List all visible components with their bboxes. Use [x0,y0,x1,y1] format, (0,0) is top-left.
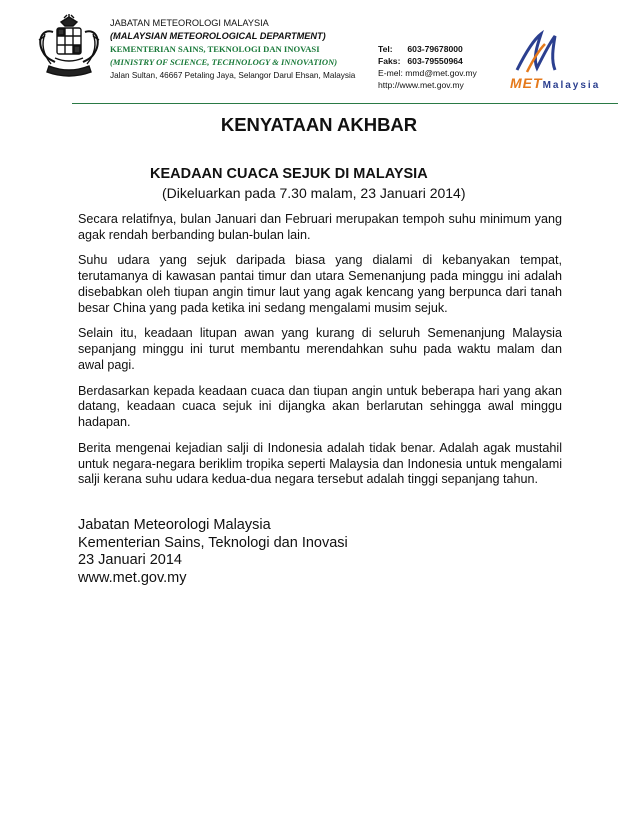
fax-label: Faks: [378,56,401,66]
telephone-number: 603-79678000 [407,44,463,54]
logo-met-text: MET [510,75,543,91]
malaysia-coat-of-arms-icon [31,14,107,82]
signature-ministry: Kementerian Sains, Teknologi dan Inovasi [78,534,348,551]
department-name-malay: JABATAN METEOROLOGI MALAYSIA [110,18,269,28]
department-address: Jalan Sultan, 46667 Petaling Jaya, Selangor Darul Ehsan, Malaysia [110,71,356,80]
fax-row [378,55,477,67]
header-divider [72,103,618,104]
body-paragraph: Berdasarkan kepada keadaan cuaca dan tiupan angin untuk beberapa hari yang akan datang, keadaan cuaca sejuk ini dijangka akan berlarutan sehingga awal minggu hadapan. [78,383,562,430]
telephone-row [378,43,477,55]
issued-date-line: (Dikeluarkan pada 7.30 malam, 23 Januari 2014) [162,185,466,201]
body-paragraph: Secara relatifnya, bulan Januari dan Februari merupakan tempoh suhu minimum yang agak rendah berbanding bulan-bulan lain. [78,212,562,242]
email-line[interactable]: E-mel: mmd@met.gov.my [378,68,477,78]
department-name-english: (MALAYSIAN METEOROLOGICAL DEPARTMENT) [110,31,326,41]
document-title: KENYATAAN AKHBAR [220,114,418,135]
website-link[interactable]: http://www.met.gov.my [378,80,464,90]
signature-department: Jabatan Meteorologi Malaysia [78,517,271,533]
body-paragraph: Selain itu, keadaan litupan awan yang kurang di seluruh Semenanjung Malaysia sepanjang minggu ini turut membantu merendahkan suhu pada waktu malam dan awal pagi. [78,326,562,372]
body-paragraph: Suhu udara yang sejuk daripada biasa yang dialami di kebanyakan tempat, terutamanya di kawasan pantai timur dan utara Semenanjung pada minggu ini adalah disebabkan oleh tiupan angin timur laut yang agak kencang yang berpunca dari tanah besar China yang pada ketika ini sedang mengalami musim sejuk. [78,253,562,315]
fax-number: 603-79550964 [407,56,463,66]
body-paragraph: Berita mengenai kejadian salji di Indonesia adalah tidak benar. Adalah agak mustahil untuk negara-negara beriklim tropika seperti Malaysia dan Indonesia untuk mengalami salji kerana suhu udara kedua-dua negara tersebut adalah tinggi sepanjang tahun. [78,440,562,487]
signature-website[interactable]: www.met.gov.my [78,569,187,586]
document-subtitle: KEADAAN CUACA SEJUK DI MALAYSIA [150,166,428,182]
ministry-name-english: (MINISTRY OF SCIENCE, TECHNOLOGY & INNOVATION) [110,57,338,67]
met-malaysia-logo-text [510,75,600,91]
header-contact-block [378,43,477,91]
header-department-block [110,17,365,82]
telephone-label: Tel: [378,44,393,54]
signature-date: 23 Januari 2014 [78,552,182,568]
ministry-name-malay: KEMENTERIAN SAINS, TEKNOLOGI DAN INOVASI [110,44,320,54]
press-release-body [78,212,562,498]
signature-block [78,517,348,587]
logo-malaysia-text: Malaysia [542,80,601,91]
